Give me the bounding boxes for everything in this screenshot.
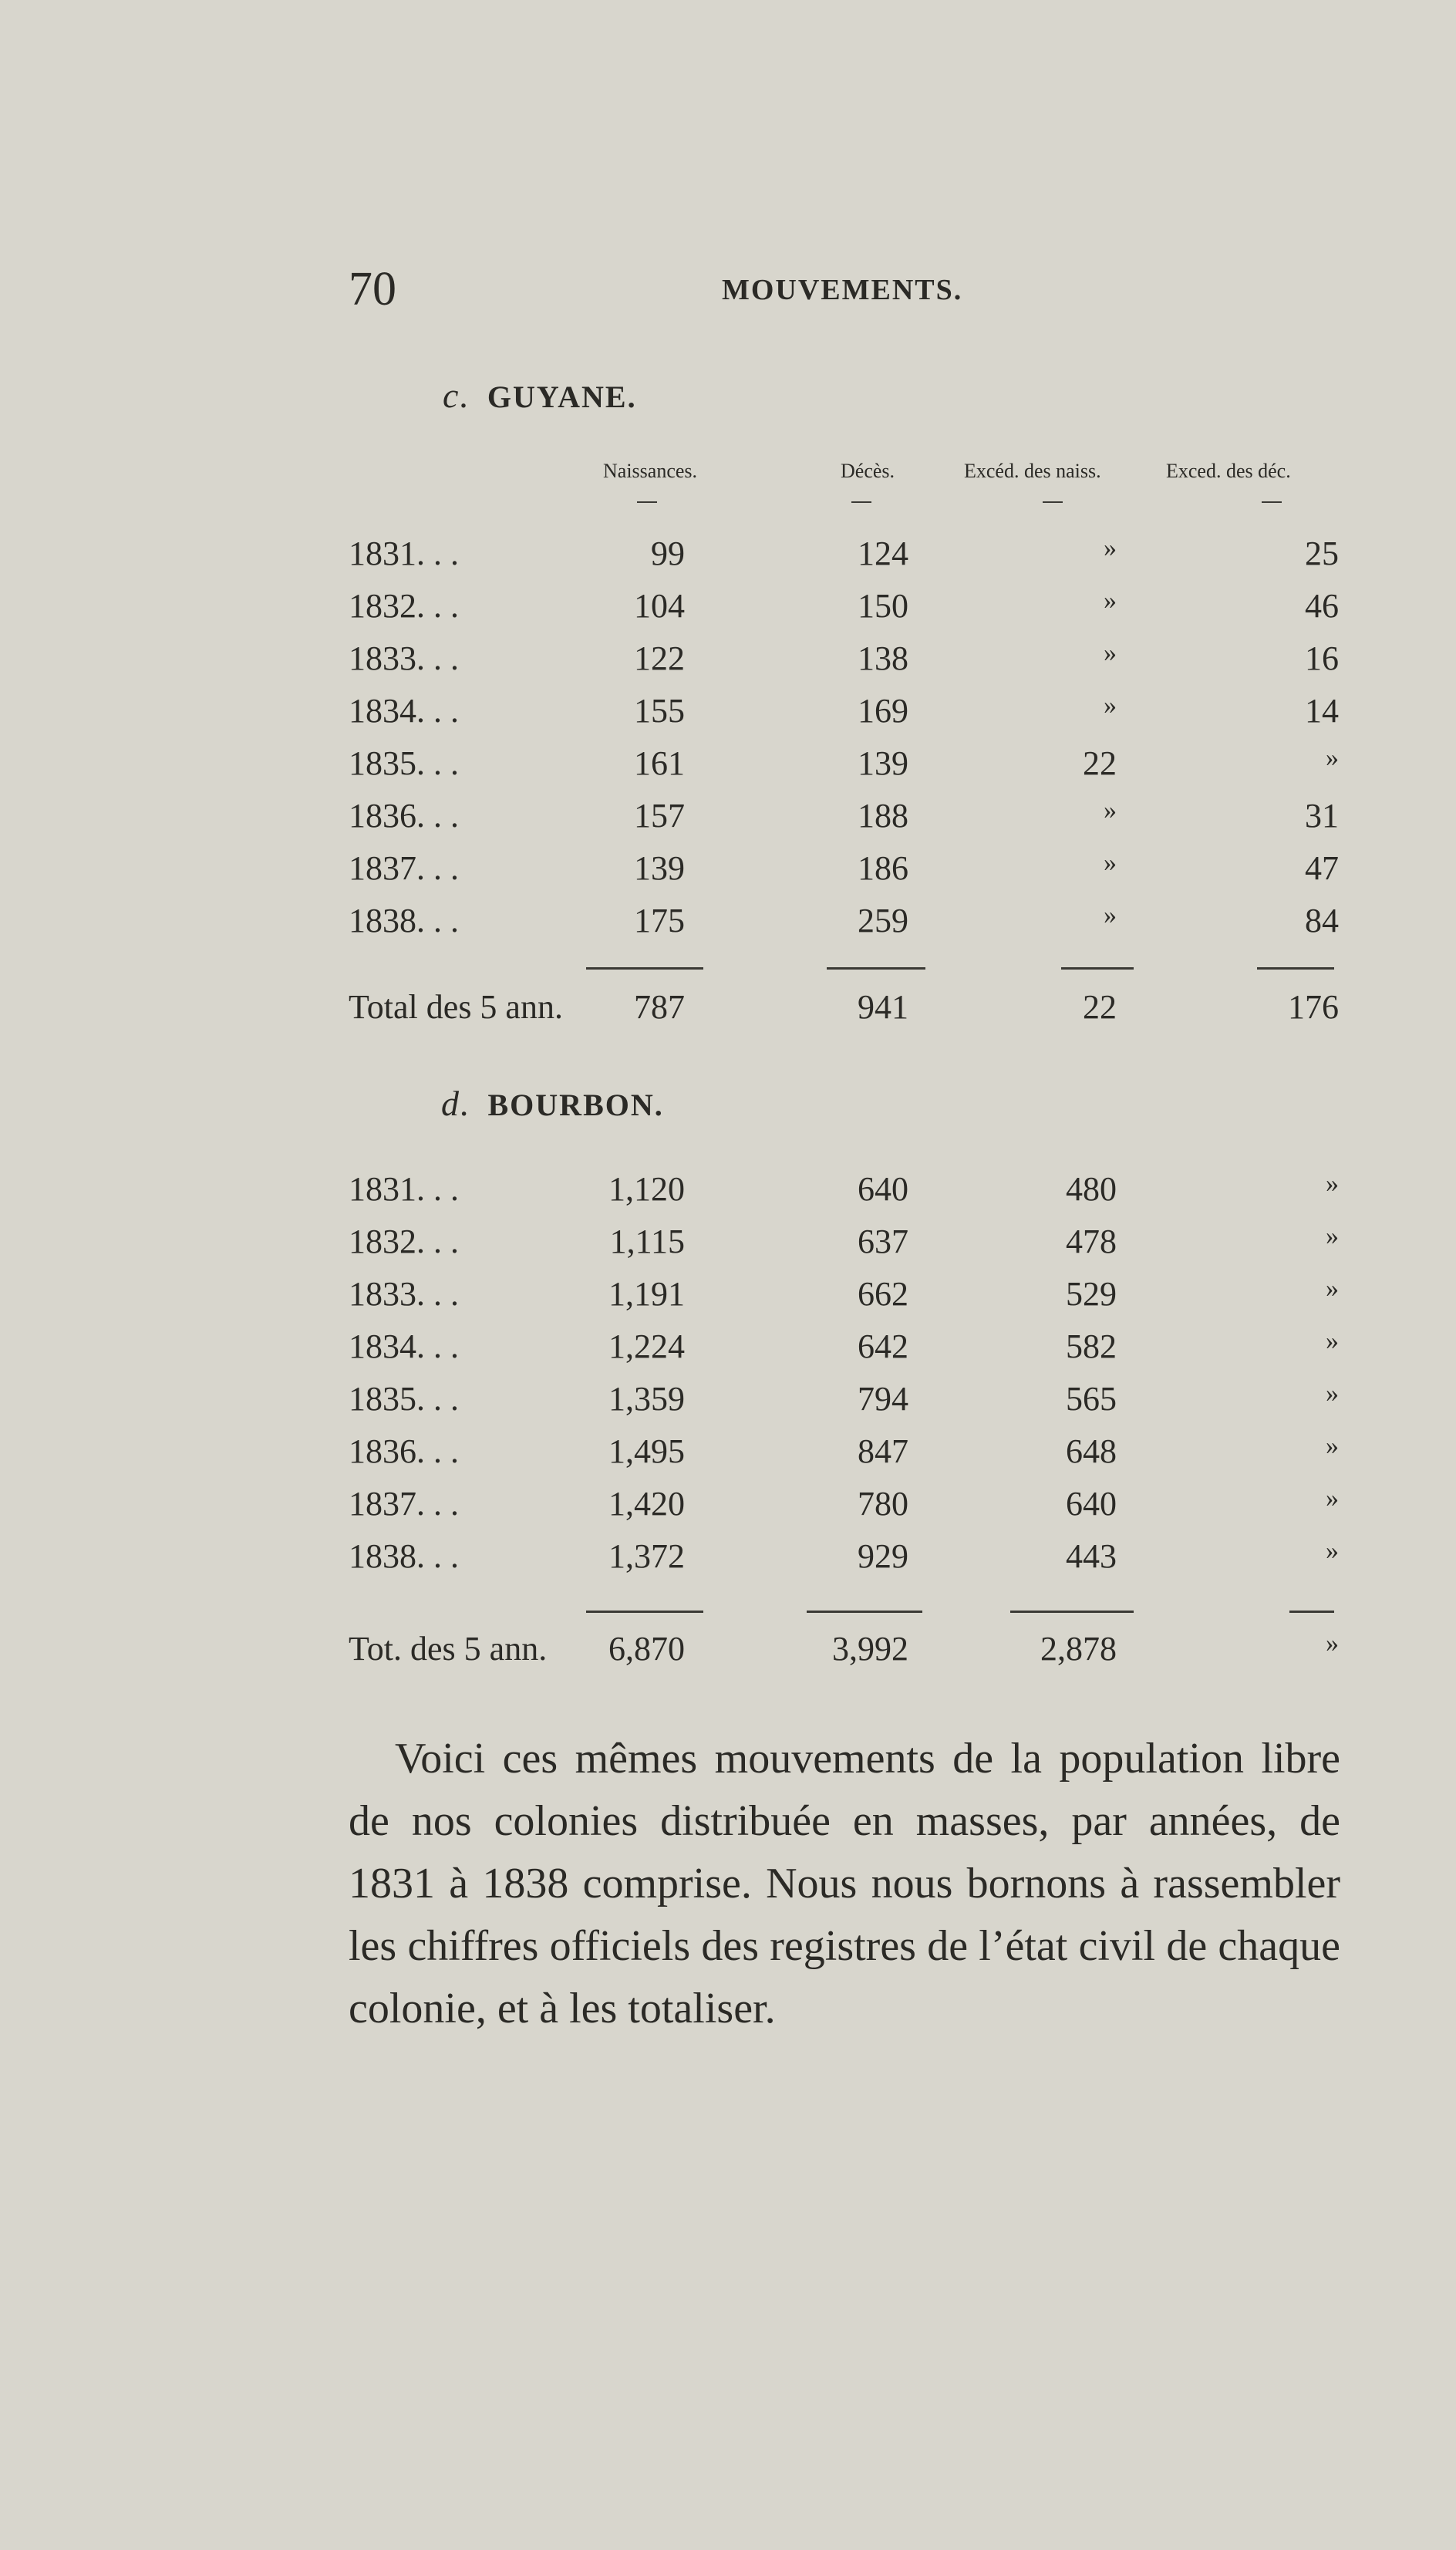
sum-rule (807, 1611, 922, 1613)
deces-cell: 124 (858, 535, 908, 572)
table-row (0, 796, 1456, 848)
naissances-cell: 161 (634, 744, 685, 782)
exced-naiss-cell: 565 (1066, 1380, 1117, 1418)
total-naissances: 787 (634, 988, 685, 1026)
deces-cell: 640 (858, 1170, 908, 1208)
table-row (0, 1274, 1456, 1327)
naissances-cell: 1,191 (608, 1275, 685, 1313)
page-number: 70 (349, 263, 396, 315)
deces-cell: 138 (858, 639, 908, 677)
exced-dec-cell: 31 (1305, 797, 1339, 835)
exced-dec-cell: » (1326, 1484, 1339, 1513)
total-exced-naiss: 2,878 (1040, 1630, 1117, 1668)
total-deces: 3,992 (832, 1630, 908, 1668)
table-row (0, 1222, 1456, 1274)
exced-naiss-cell: 648 (1066, 1432, 1117, 1470)
exced-dec-cell: » (1326, 1379, 1339, 1408)
exced-naiss-cell: » (1104, 848, 1117, 877)
guyane-table (0, 534, 1456, 953)
section-name: GUYANE. (487, 379, 637, 414)
table-row (0, 534, 1456, 586)
table-row (0, 691, 1456, 744)
sum-rule (1061, 967, 1134, 970)
year-cell: 1836. . . (349, 797, 459, 835)
column-header-naissances: Naissances. (603, 460, 698, 482)
table-row (0, 1432, 1456, 1484)
deces-cell: 169 (858, 692, 908, 730)
table-row (0, 586, 1456, 639)
table-row (0, 639, 1456, 691)
section-name: BOURBON. (487, 1088, 664, 1122)
deces-cell: 139 (858, 744, 908, 782)
exced-dec-cell: 84 (1305, 902, 1339, 939)
year-cell: 1832. . . (349, 1223, 459, 1260)
total-exced-naiss: 22 (1083, 988, 1117, 1026)
year-cell: 1835. . . (349, 744, 459, 782)
exced-naiss-cell: 478 (1066, 1223, 1117, 1260)
year-cell: 1832. . . (349, 587, 459, 625)
bourbon-total (0, 1629, 1456, 1681)
exced-dec-cell: 46 (1305, 587, 1339, 625)
exced-dec-cell: » (1326, 1432, 1339, 1460)
body-paragraph (349, 1728, 1340, 2040)
year-cell: 1837. . . (349, 849, 459, 887)
guyane-total (0, 987, 1456, 1040)
exced-dec-cell: 16 (1305, 639, 1339, 677)
table-row (0, 901, 1456, 953)
year-cell: 1831. . . (349, 535, 459, 572)
exced-dec-cell: » (1326, 1169, 1339, 1198)
column-dash (1043, 501, 1063, 503)
year-cell: 1836. . . (349, 1432, 459, 1470)
exced-dec-cell: 25 (1305, 535, 1339, 572)
sum-rule (586, 1611, 703, 1613)
exced-naiss-cell: 480 (1066, 1170, 1117, 1208)
naissances-cell: 139 (634, 849, 685, 887)
exced-dec-cell: » (1326, 1536, 1339, 1565)
naissances-cell: 1,115 (609, 1223, 685, 1260)
year-cell: 1837. . . (349, 1485, 459, 1523)
naissances-cell: 122 (634, 639, 685, 677)
section-heading-guyane (443, 375, 637, 416)
running-title: MOUVEMENTS. (722, 274, 963, 306)
deces-cell: 780 (858, 1485, 908, 1523)
total-naissances: 6,870 (608, 1630, 685, 1668)
naissances-cell: 1,372 (608, 1537, 685, 1575)
table-row (0, 1379, 1456, 1432)
total-exced-dec: » (1326, 1629, 1339, 1658)
sum-rule (1257, 967, 1334, 970)
year-cell: 1833. . . (349, 639, 459, 677)
naissances-cell: 155 (634, 692, 685, 730)
exced-naiss-cell: » (1104, 534, 1117, 562)
year-cell: 1838. . . (349, 1537, 459, 1575)
exced-naiss-cell: 582 (1066, 1327, 1117, 1365)
column-header-exced-naiss: Excéd. des naiss. (964, 460, 1101, 482)
column-dash (637, 501, 657, 503)
total-deces: 941 (858, 988, 908, 1026)
table-row (0, 1169, 1456, 1222)
paragraph-text: Voici ces mêmes mouvements de la population libre de nos colonies distribuée en masses, par années, de 1831 à 1838 comprise. Nous nous bornons à rassembler les chiffres officiels des registres de l’état civil de chaque colonie, et à les totaliser. (349, 1735, 1340, 2032)
total-row (0, 1629, 1456, 1681)
total-exced-dec: 176 (1288, 988, 1339, 1026)
year-cell: 1834. . . (349, 1327, 459, 1365)
naissances-cell: 1,495 (608, 1432, 685, 1470)
sum-rule (586, 967, 703, 970)
column-header-deces: Décès. (841, 460, 895, 482)
total-row (0, 987, 1456, 1040)
table-row (0, 1327, 1456, 1379)
exced-naiss-cell: 640 (1066, 1485, 1117, 1523)
exced-dec-cell: » (1326, 1222, 1339, 1250)
exced-dec-cell: » (1326, 1274, 1339, 1303)
naissances-cell: 104 (634, 587, 685, 625)
exced-naiss-cell: 529 (1066, 1275, 1117, 1313)
deces-cell: 642 (858, 1327, 908, 1365)
exced-naiss-cell: 443 (1066, 1537, 1117, 1575)
naissances-cell: 1,120 (608, 1170, 685, 1208)
exced-naiss-cell: » (1104, 586, 1117, 615)
deces-cell: 188 (858, 797, 908, 835)
table-row (0, 848, 1456, 901)
year-cell: 1838. . . (349, 902, 459, 939)
sum-rule (1010, 1611, 1134, 1613)
deces-cell: 794 (858, 1380, 908, 1418)
exced-naiss-cell: » (1104, 639, 1117, 667)
exced-naiss-cell: » (1104, 691, 1117, 720)
table-row (0, 744, 1456, 796)
naissances-cell: 1,224 (608, 1327, 685, 1365)
table-row (0, 1536, 1456, 1589)
column-header-exced-dec: Exced. des déc. (1166, 460, 1291, 482)
exced-dec-cell: 47 (1305, 849, 1339, 887)
naissances-cell: 99 (651, 535, 685, 572)
section-letter: c. (443, 376, 470, 415)
deces-cell: 186 (858, 849, 908, 887)
running-head (0, 262, 1456, 316)
naissances-cell: 157 (634, 797, 685, 835)
deces-cell: 259 (858, 902, 908, 939)
section-letter: d. (441, 1084, 471, 1123)
deces-cell: 847 (858, 1432, 908, 1470)
deces-cell: 662 (858, 1275, 908, 1313)
deces-cell: 637 (858, 1223, 908, 1260)
column-dash (851, 501, 871, 503)
exced-naiss-cell: » (1104, 901, 1117, 929)
exced-dec-cell: 14 (1305, 692, 1339, 730)
exced-dec-cell: » (1326, 1327, 1339, 1355)
year-cell: 1834. . . (349, 692, 459, 730)
sum-rule (827, 967, 925, 970)
sum-rule (1289, 1611, 1334, 1613)
exced-naiss-cell: 22 (1083, 744, 1117, 782)
total-label: Total des 5 ann. (349, 988, 563, 1026)
section-heading-bourbon (441, 1083, 664, 1124)
exced-dec-cell: » (1326, 744, 1339, 772)
bourbon-table (0, 1169, 1456, 1589)
year-cell: 1831. . . (349, 1170, 459, 1208)
year-cell: 1835. . . (349, 1380, 459, 1418)
naissances-cell: 1,420 (608, 1485, 685, 1523)
exced-naiss-cell: » (1104, 796, 1117, 825)
deces-cell: 150 (858, 587, 908, 625)
table-row (0, 1484, 1456, 1536)
naissances-cell: 175 (634, 902, 685, 939)
deces-cell: 929 (858, 1537, 908, 1575)
naissances-cell: 1,359 (608, 1380, 685, 1418)
column-dash (1262, 501, 1282, 503)
year-cell: 1833. . . (349, 1275, 459, 1313)
total-label: Tot. des 5 ann. (349, 1630, 548, 1668)
